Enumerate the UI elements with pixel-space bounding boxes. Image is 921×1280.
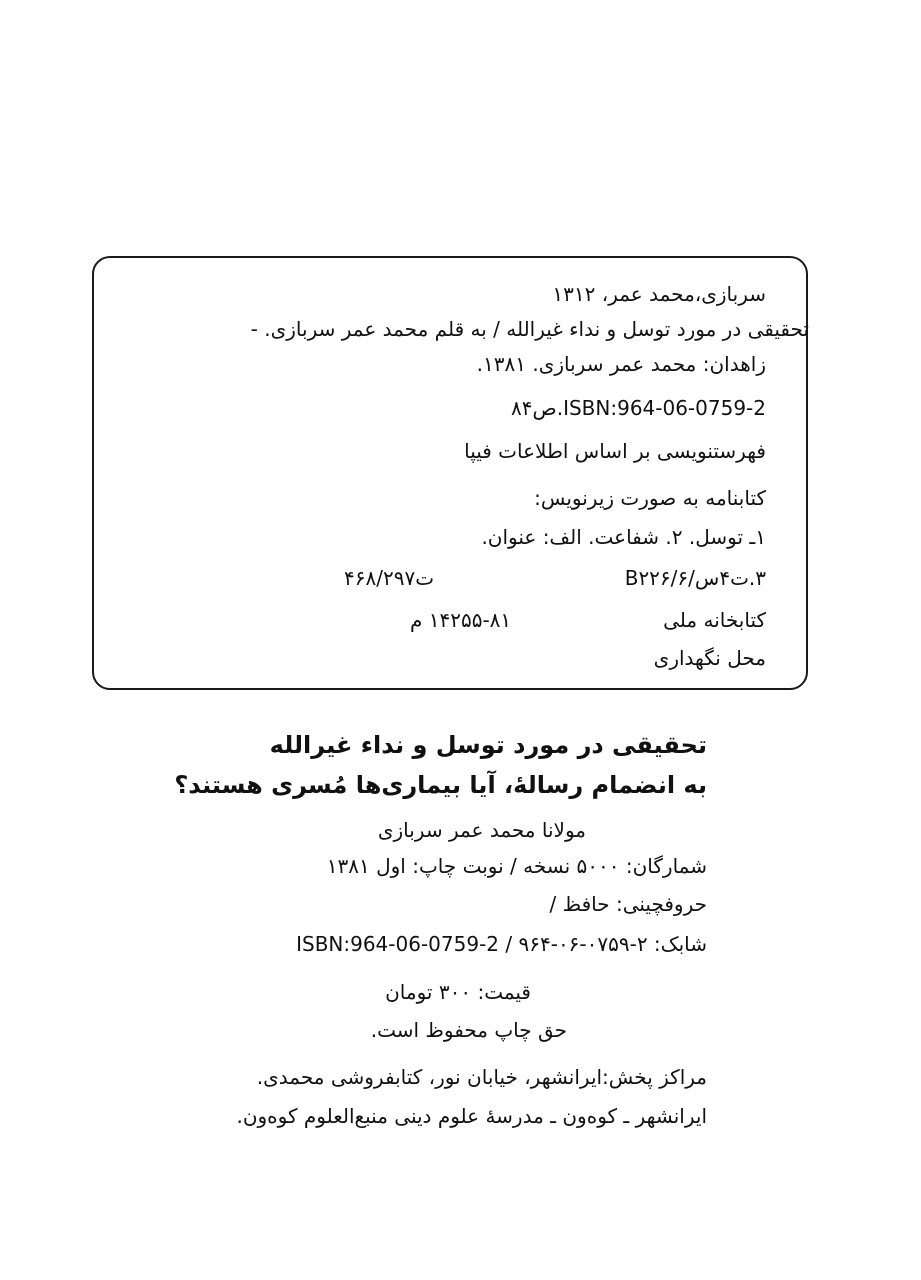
cip-author: سربازی،محمد عمر، ۱۳۱۲ [552, 282, 766, 306]
cip-subjects: ۱ـ توسل. ۲. شفاعت. الف: عنوان. [481, 525, 766, 549]
cip-extent-isbn-text: ۸۴ص.ISBN:964-06-0759-2 [511, 396, 766, 420]
price: قیمت: ۳۰۰ تومان [385, 980, 531, 1004]
book-title-line2: به انضمام رسالهٔ، آیا بیماری‌ها مُسری هستند؟ [174, 771, 707, 799]
distribution-line2: ایرانشهر ـ کوه‌ون ـ مدرسهٔ علوم دینی منبع‌العلوم کوه‌ون. [236, 1104, 707, 1128]
cip-imprint: زاهدان: محمد عمر سربازی. ۱۳۸۱. [476, 352, 766, 376]
cip-storage-location: محل نگهداری [653, 646, 766, 670]
distribution-line1: مراکز پخش:ایرانشهر، خیابان نور، کتابفروشی محمدی. [256, 1065, 707, 1089]
isbn-line [296, 934, 707, 954]
cip-extent-isbn [511, 398, 766, 418]
isbn-persian: شابک: ۲-۰۷۵۹-۰۶-۹۶۴ / [505, 932, 707, 956]
copyright-notice: حق چاپ محفوظ است. [370, 1018, 567, 1042]
book-author: مولانا محمد عمر سربازی [377, 818, 586, 842]
print-run: شمارگان: ۵۰۰۰ نسخه / نوبت چاپ: اول ۱۳۸۱ [326, 854, 707, 878]
cip-classification-right: ۳.ت۴س/B۲۲۶/۶ [624, 566, 766, 590]
cip-title-statement: تحقیقی در مورد توسل و نداء غیرالله / به قلم محمد عمر سربازی. - [250, 317, 809, 341]
cip-cataloging-note: فهرستنویسی بر اساس اطلاعات فیپا [464, 439, 766, 463]
cip-classification-left: ت۴۶۸/۲۹۷ [344, 566, 435, 590]
book-title-line1: تحقیقی در مورد توسل و نداء غیرالله [269, 731, 707, 759]
cip-bibliography-note: کتابنامه به صورت زیرنویس: [534, 486, 766, 510]
typesetting: حروفچینی: حافظ / [549, 892, 707, 916]
cip-national-library-number: ۱۴۲۵۵-۸۱ م [410, 608, 512, 632]
isbn-latin: ISBN:964-06-0759-2 [296, 932, 500, 956]
cip-national-library-label: کتابخانه ملی [663, 608, 766, 632]
